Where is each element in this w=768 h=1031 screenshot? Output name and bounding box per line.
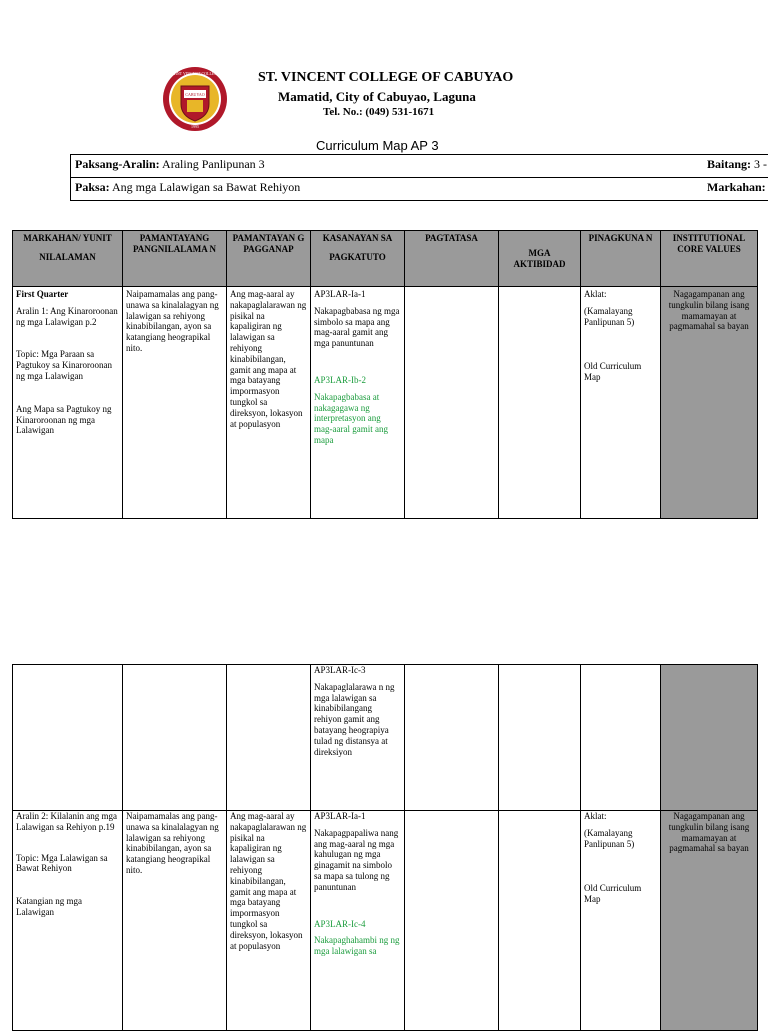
paksa-label: Paksa:	[75, 180, 110, 194]
core-values-cell: Nagagampanan ang tungkulin bilang isang mamamayan at pagmamahal sa bayan	[661, 287, 758, 519]
pinagkunan-cell	[581, 287, 661, 519]
curriculum-table	[12, 230, 758, 519]
school-tel: Tel. No.: (049) 531-1671	[323, 106, 435, 118]
katangian-label: Katangian ng mga Lalawigan	[16, 896, 82, 917]
table-header-row	[13, 231, 758, 287]
competency-code: AP3LAR-Ia-1	[314, 289, 366, 299]
competency-text: Nakapaglalarawa n ng mga lalawigan sa kinabibilangang rehiyon gamit ang batayang heograpiya tulad ng distansya at direksiyon	[314, 681, 395, 757]
pinagkunan-cell	[581, 811, 661, 1031]
source-label: Aklat:	[584, 811, 607, 821]
table-row	[13, 287, 758, 519]
competency-code: AP3LAR-Ia-1	[314, 811, 366, 821]
source-book: (Kamalayang Panlipunan 5)	[584, 827, 635, 849]
source-book: (Kamalayang Panlipunan 5)	[584, 305, 635, 327]
markahan-cell	[13, 287, 123, 519]
aktibidad-cell	[499, 665, 581, 811]
school-name: ST. VINCENT COLLEGE OF CABUYAO	[258, 70, 514, 85]
competency-text: Nakapagbabasa at nakagagawa ng interpretasyon ang mag-aaral gamit ang mapa	[314, 391, 388, 445]
header-pagtatasa: PAGTATASA	[405, 231, 499, 287]
header-kasanayan	[311, 231, 405, 287]
topic-info-box	[70, 154, 768, 201]
aralin-label: Aralin 1: Ang Kinaroroonan ng mga Lalawigan p.2	[16, 305, 118, 327]
mapa-label: Ang Mapa sa Pagtukoy ng Kinaroroonan ng mga Lalawigan	[16, 403, 112, 436]
paksang-label: Paksang-Aralin:	[75, 157, 160, 171]
divider	[71, 177, 768, 178]
markahan-cell	[13, 811, 123, 1031]
kasanayan-cell	[311, 811, 405, 1031]
header-pinagkunan: PINAGKUNA N	[581, 231, 661, 287]
header-pangnilalaman: PAMANTAYANG PANGNILALAMA N	[123, 231, 227, 287]
paksa-row	[75, 180, 300, 195]
topic-label: Topic: Mga Paraan sa Pagtukoy sa Kinaroroonan ng mga Lalawigan	[16, 349, 112, 381]
pagganap-cell: Ang mag-aaral ay nakapaglalarawan ng pisikal na kapaligiran ng lalawigan sa rehiyong kinabibilangan, gamit ang mapa at mga batayang impormasyon tungkol sa direksyon, lokasyon at populasyon	[227, 287, 311, 519]
header-pagkatuto-text: PAGKATUTO	[329, 251, 386, 262]
pagtatasa-cell	[405, 811, 499, 1031]
table-row	[13, 811, 758, 1031]
kasanayan-cell	[311, 665, 405, 811]
competency-code: AP3LAR-Ib-2	[314, 374, 366, 385]
source-map: Old Curriculum Map	[584, 361, 642, 383]
pangnilalaman-cell: Naipamamalas ang pang-unawa sa kinalalagyan ng lalawigan sa rehiyong kinabibilangan, ayon sa katangiang heograpikal nito.	[123, 287, 227, 519]
markahan-label: Markahan:	[707, 180, 766, 194]
paksang-aralin-row	[75, 157, 265, 172]
pagganap-cell	[227, 665, 311, 811]
kasanayan-cell	[311, 287, 405, 519]
logo-year: 1995	[191, 124, 199, 129]
header-markahan-text: MARKAHAN/ YUNIT	[23, 233, 112, 243]
aktibidad-cell	[499, 811, 581, 1031]
school-address: Mamatid, City of Cabuyao, Laguna	[278, 89, 476, 104]
core-values-cell: Nagagampanan ang tungkulin bilang isang mamamayan at pagmamahal sa bayan	[661, 811, 758, 1031]
competency-text: Nakapagbabasa ng mga simbolo sa mapa ang mag-aaral gamit ang mga panuntunan	[314, 305, 400, 349]
competency-code: AP3LAR-Ic-4	[314, 918, 366, 929]
table-row	[13, 665, 758, 811]
header-markahan	[13, 231, 123, 287]
header-aktibidad: MGA AKTIBIDAD	[499, 231, 581, 287]
pagtatasa-cell	[405, 287, 499, 519]
quarter-label: First Quarter	[16, 289, 69, 299]
aralin-label: Aralin 2: Kilalanin ang mga Lalawigan sa Rehiyon p.19	[16, 811, 117, 832]
school-logo	[162, 66, 228, 132]
competency-text: Nakapagpapaliwa nang ang mag-aaral ng mga kahulugan ng mga ginagamit na simbolo sa mapa sa tulong ng panuntunan	[314, 827, 399, 892]
header-nilalaman-text: NILALAMAN	[39, 251, 96, 262]
competency-code: AP3LAR-Ic-3	[314, 665, 366, 675]
markahan-cell	[13, 665, 123, 811]
paksa-value: Ang mga Lalawigan sa Bawat Rehiyon	[112, 180, 301, 194]
pangnilalaman-cell	[123, 665, 227, 811]
core-values-cell	[661, 665, 758, 811]
curriculum-table-continued	[12, 664, 758, 1031]
pangnilalaman-cell: Naipamamalas ang pang-unawa sa kinalalagyan ng lalawigan sa rehiyong kinabibilangan, ayon sa katangiang heograpikal nito.	[123, 811, 227, 1031]
logo-mid-text: CABUYAO	[185, 92, 205, 97]
baitang-label: Baitang:	[707, 157, 752, 171]
header-kasanayan-text: KASANAYAN SA	[322, 233, 393, 243]
header-pagganap: PAMANTAYAN G PAGGANAP	[227, 231, 311, 287]
pinagkunan-cell	[581, 665, 661, 811]
page-title: Curriculum Map AP 3	[316, 138, 439, 153]
baitang-field	[707, 157, 767, 172]
pagganap-cell: Ang mag-aaral ay nakapaglalarawan ng pisikal na kapaligiran ng lalawigan sa rehiyong kinabibilangan, gamit ang mapa at mga batayang impormasyon tungkol sa direksyon, lokasyon at populasyon	[227, 811, 311, 1031]
source-label: Aklat:	[584, 289, 607, 299]
logo-top-text: SAINT VINCENT COLLEGE	[170, 71, 220, 76]
header-core-values: INSTITUTIONAL CORE VALUES	[661, 231, 758, 287]
competency-text: Nakapaghahambi ng ng mga lalawigan sa	[314, 935, 400, 957]
aktibidad-cell	[499, 287, 581, 519]
source-map: Old Curriculum Map	[584, 883, 642, 905]
topic-label: Topic: Mga Lalawigan sa Bawat Rehiyon	[16, 852, 108, 874]
baitang-value: 3 -	[754, 157, 768, 171]
divider	[71, 200, 768, 201]
pagtatasa-cell	[405, 665, 499, 811]
paksang-value: Araling Panlipunan 3	[162, 157, 265, 171]
